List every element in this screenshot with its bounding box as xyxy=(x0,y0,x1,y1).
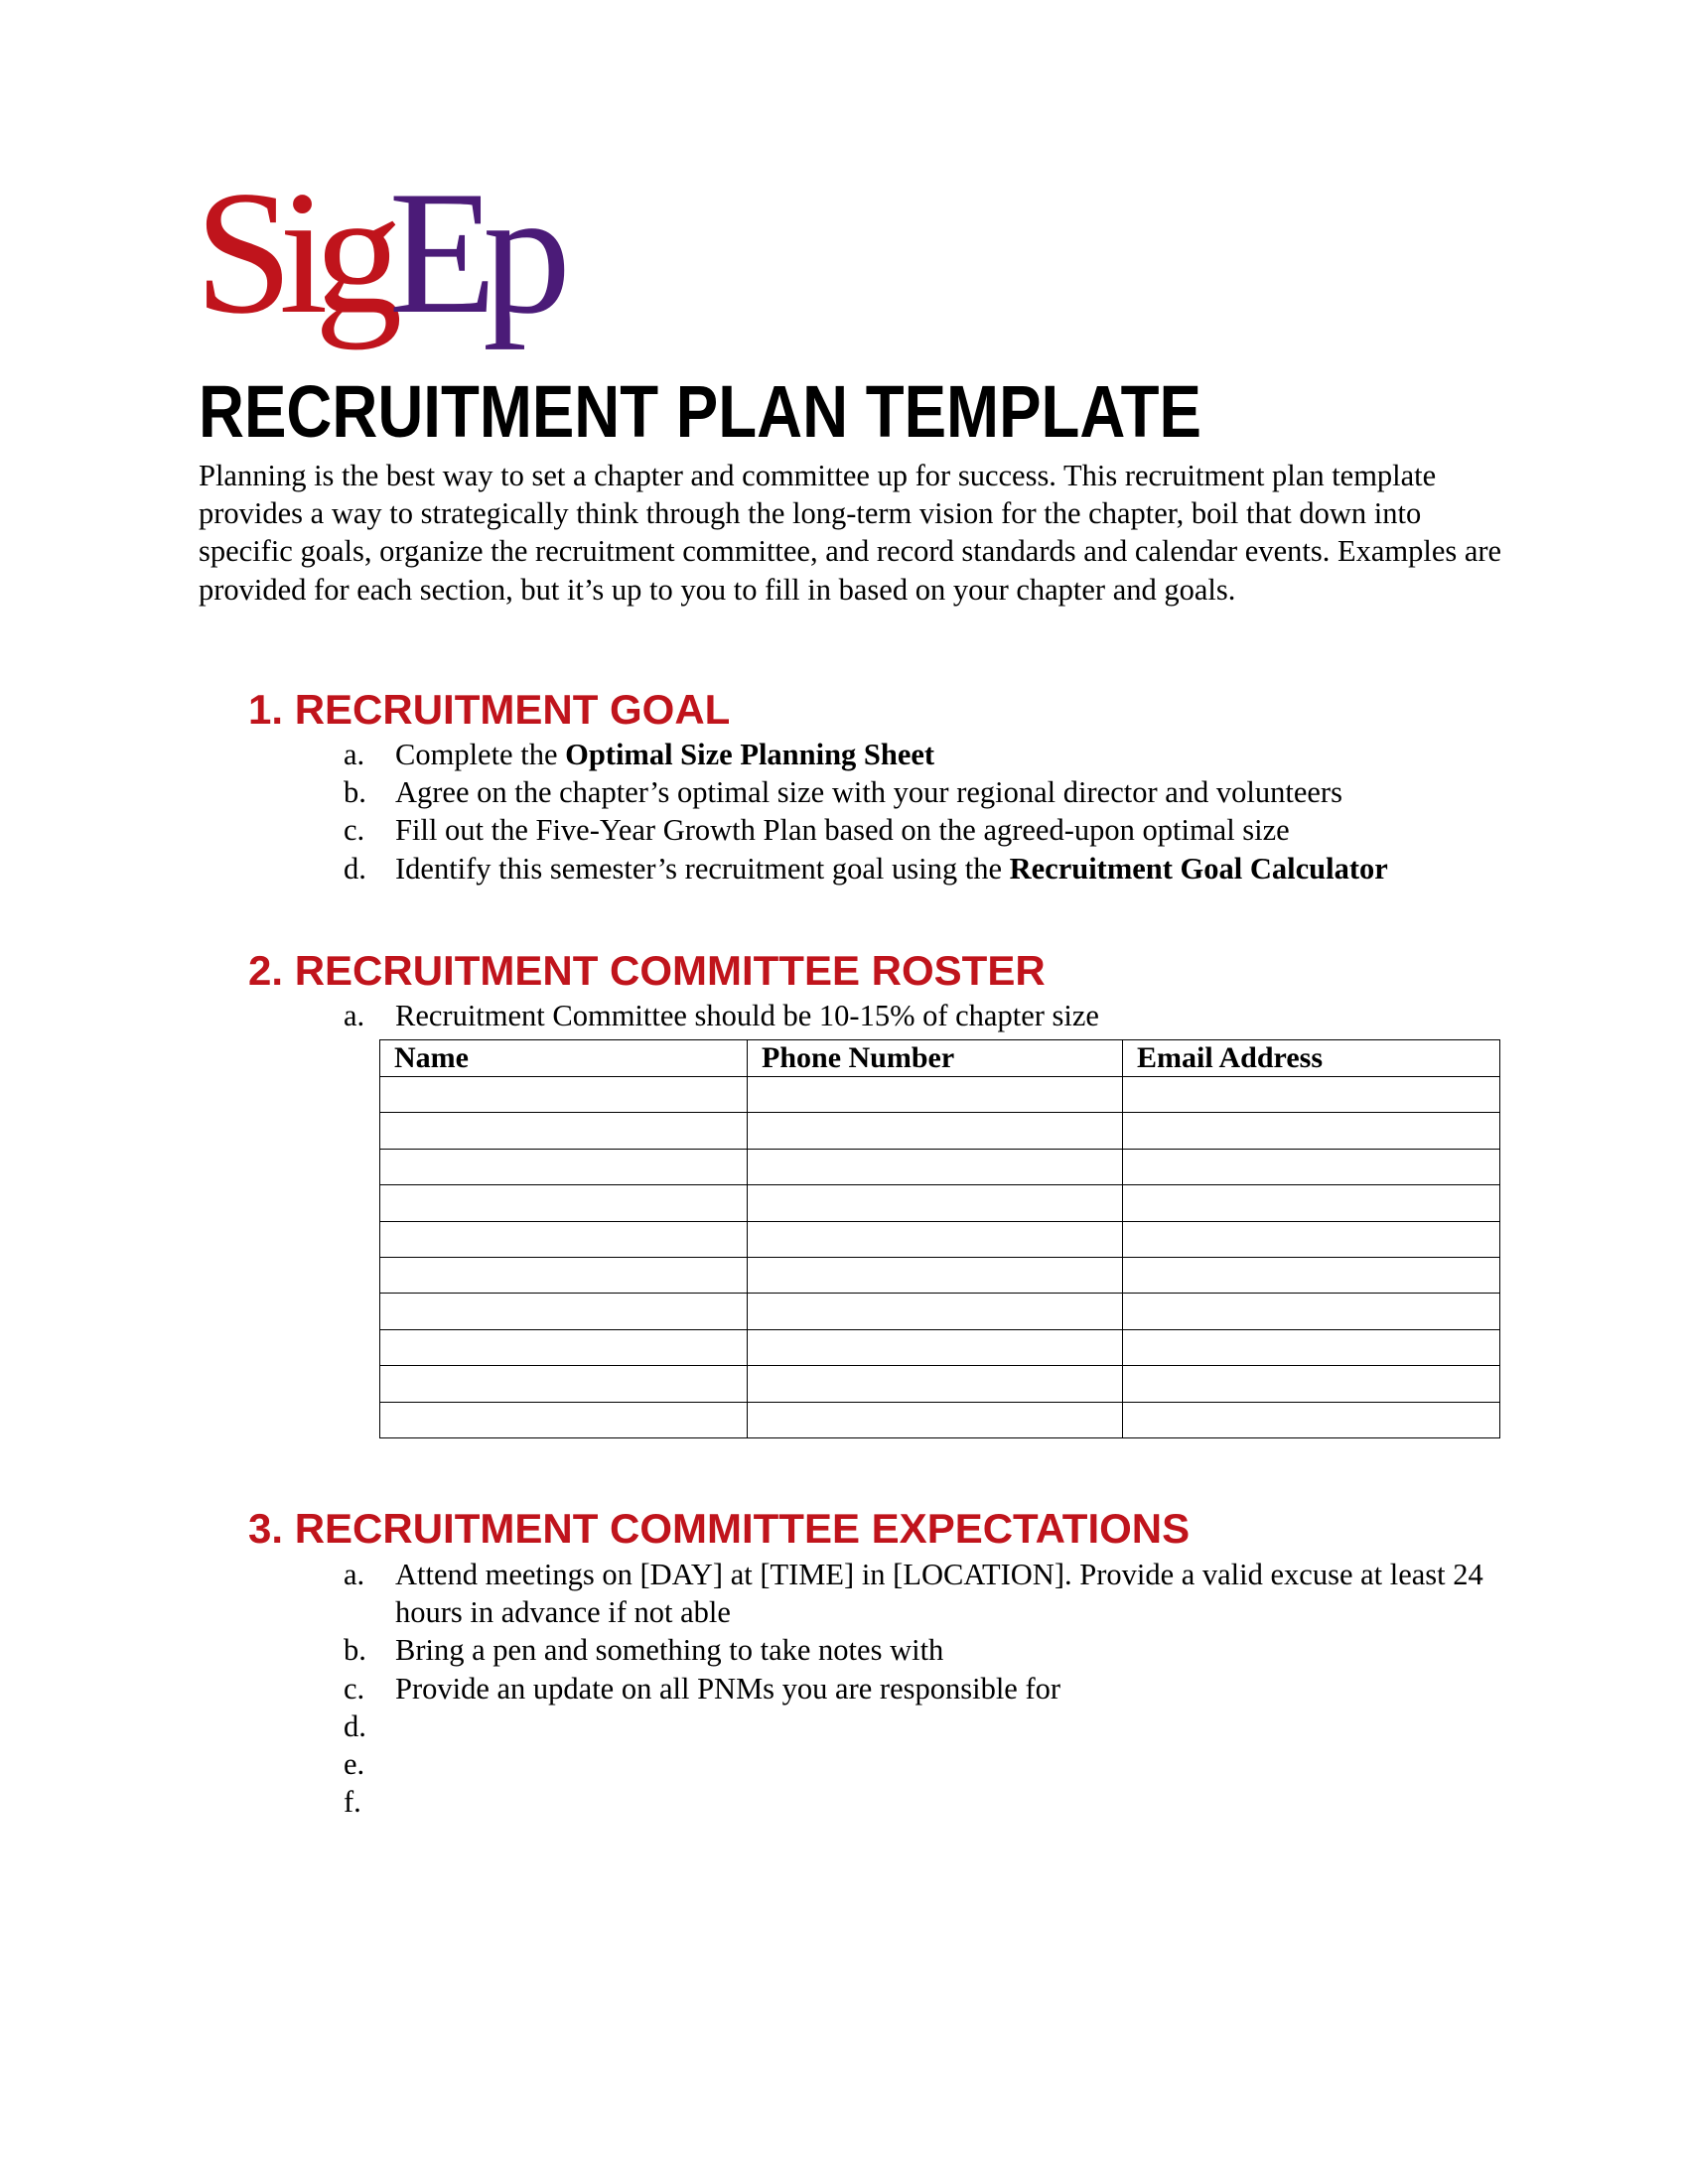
list-marker: f. xyxy=(344,1785,361,1820)
item-text: Attend meetings on [DAY] at [TIME] in [LOCATION]. Provide a valid excuse at least 24 hours in advance if not able xyxy=(395,1558,1483,1630)
section-heading-committee-roster: 2. RECRUITMENT COMMITTEE ROSTER xyxy=(248,947,1046,994)
list-item xyxy=(344,1707,1535,1745)
email-cell[interactable] xyxy=(1123,1402,1500,1437)
phone-cell[interactable] xyxy=(748,1366,1123,1402)
sigep-logo xyxy=(195,175,592,378)
list-item xyxy=(344,811,1535,849)
name-cell[interactable] xyxy=(380,1294,748,1329)
table-row xyxy=(380,1257,1500,1293)
table-row xyxy=(380,1149,1500,1184)
phone-cell[interactable] xyxy=(748,1113,1123,1149)
name-cell[interactable] xyxy=(380,1257,748,1293)
committee-expectations-list xyxy=(344,1556,1535,1821)
item-text: Provide an update on all PNMs you are responsible for xyxy=(395,1671,1061,1706)
email-cell[interactable] xyxy=(1123,1149,1500,1184)
table-header-row xyxy=(380,1040,1500,1077)
name-cell[interactable] xyxy=(380,1329,748,1365)
phone-cell[interactable] xyxy=(748,1329,1123,1365)
table-row xyxy=(380,1221,1500,1257)
list-marker: d. xyxy=(344,851,366,886)
name-cell[interactable] xyxy=(380,1221,748,1257)
intro-paragraph: Planning is the best way to set a chapter and committee up for success. This recruitment plan template provides a way to strategically think through the long-term vision for the chapter, boil that down into specific goals, organize the recruitment committee, and record standards and calendar events. Examples are provided for each section, but it’s up to you to fill in based on your chapter and goals. xyxy=(199,459,1502,607)
name-cell[interactable] xyxy=(380,1113,748,1149)
list-item xyxy=(344,1631,1535,1669)
recruitment-goal-list xyxy=(344,736,1535,887)
table-row xyxy=(380,1329,1500,1365)
phone-cell[interactable] xyxy=(748,1185,1123,1221)
table-row xyxy=(380,1402,1500,1437)
email-cell[interactable] xyxy=(1123,1366,1500,1402)
list-marker: a. xyxy=(344,1558,365,1591)
column-header-email: Email Address xyxy=(1123,1040,1500,1077)
list-marker: b. xyxy=(344,1633,366,1668)
email-cell[interactable] xyxy=(1123,1257,1500,1293)
name-cell[interactable] xyxy=(380,1185,748,1221)
email-cell[interactable] xyxy=(1123,1329,1500,1365)
section-heading-committee-expectations: 3. RECRUITMENT COMMITTEE EXPECTATIONS xyxy=(248,1505,1191,1552)
item-text: Agree on the chapter’s optimal size with your regional director and volunteers xyxy=(395,775,1342,810)
table-row xyxy=(380,1294,1500,1329)
list-marker: b. xyxy=(344,775,366,810)
item-bold-text: Recruitment Goal Calculator xyxy=(1009,851,1388,886)
phone-cell[interactable] xyxy=(748,1221,1123,1257)
phone-cell[interactable] xyxy=(748,1149,1123,1184)
list-item xyxy=(344,1745,1535,1783)
email-cell[interactable] xyxy=(1123,1294,1500,1329)
email-cell[interactable] xyxy=(1123,1077,1500,1113)
logo-text xyxy=(195,175,565,350)
name-cell[interactable] xyxy=(380,1402,748,1437)
phone-cell[interactable] xyxy=(748,1077,1123,1113)
list-item xyxy=(344,997,1535,1034)
email-cell[interactable] xyxy=(1123,1221,1500,1257)
list-marker: a. xyxy=(344,738,365,771)
email-cell[interactable] xyxy=(1123,1185,1500,1221)
list-item xyxy=(344,736,1535,773)
item-text: Fill out the Five-Year Growth Plan based on the agreed-upon optimal size xyxy=(395,813,1290,848)
list-item xyxy=(344,1556,1535,1631)
logo-part-ep: Ep xyxy=(388,175,558,350)
item-text: Identify this semester’s recruitment goal using the xyxy=(395,851,1010,886)
table-row xyxy=(380,1366,1500,1402)
column-header-phone: Phone Number xyxy=(748,1040,1123,1077)
phone-cell[interactable] xyxy=(748,1257,1123,1293)
committee-roster-list xyxy=(344,997,1535,1034)
name-cell[interactable] xyxy=(380,1366,748,1402)
roster-table-body xyxy=(380,1077,1500,1438)
column-header-name: Name xyxy=(380,1040,748,1077)
list-item xyxy=(344,1783,1535,1821)
item-text: Recruitment Committee should be 10-15% of chapter size xyxy=(395,999,1099,1032)
list-marker: c. xyxy=(344,813,365,848)
name-cell[interactable] xyxy=(380,1149,748,1184)
email-cell[interactable] xyxy=(1123,1113,1500,1149)
list-marker: c. xyxy=(344,1671,365,1706)
item-text: Bring a pen and something to take notes with xyxy=(395,1633,944,1668)
phone-cell[interactable] xyxy=(748,1294,1123,1329)
logo-part-sig: Sig xyxy=(195,175,389,350)
list-item xyxy=(344,773,1535,811)
list-marker: e. xyxy=(344,1747,365,1782)
list-marker: a. xyxy=(344,999,365,1032)
list-item xyxy=(344,850,1535,887)
item-bold-text: Optimal Size Planning Sheet xyxy=(565,738,935,771)
page-title: RECRUITMENT PLAN TEMPLATE xyxy=(199,370,1201,453)
section-heading-recruitment-goal: 1. RECRUITMENT GOAL xyxy=(248,686,731,733)
list-item xyxy=(344,1670,1535,1707)
name-cell[interactable] xyxy=(380,1077,748,1113)
committee-roster-table xyxy=(379,1039,1500,1438)
list-marker: d. xyxy=(344,1708,366,1743)
item-text: Complete the xyxy=(395,738,566,771)
table-row xyxy=(380,1113,1500,1149)
table-row xyxy=(380,1077,1500,1113)
phone-cell[interactable] xyxy=(748,1402,1123,1437)
table-row xyxy=(380,1185,1500,1221)
